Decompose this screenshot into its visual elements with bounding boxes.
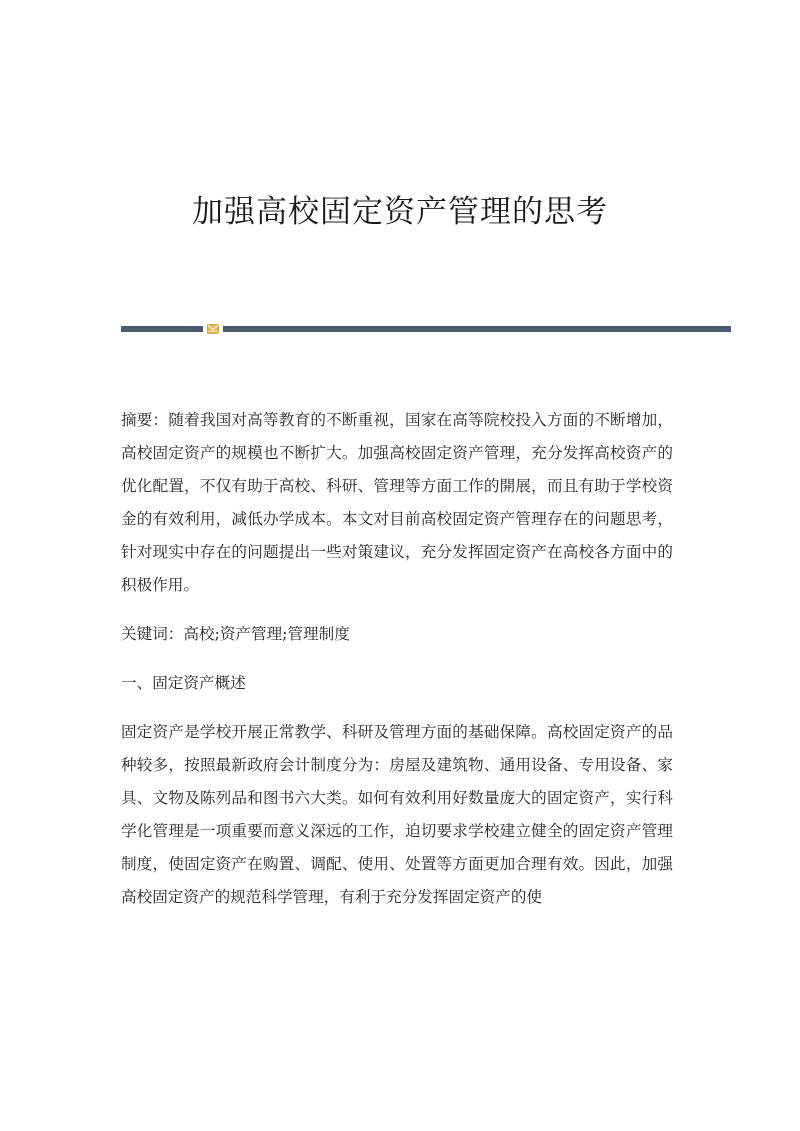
body-paragraph: 固定资产是学校开展正常教学、科研及管理方面的基础保障。高校固定资产的品种较多，按照最新政府会计制度分为：房屋及建筑物、通用设备、专用设备、家具、文物及陈列品和图书六大类。如何有效利用好数量庞大的固定资产，实行科学化管理是一项重要而意义深远的工作，迫切要求学校建立健全的固定资产管理制度，使固定资产在购置、调配、使用、处置等方面更加合理有效。因此，加强高校固定资产的规范科学管理，有利于充分发挥固定资产的使 [121,723,673,906]
title-divider [121,326,731,333]
section-heading: 一、固定资产概述 [121,674,246,692]
abstract-paragraph: 摘要：随着我国对高等教育的不断重视，国家在高等院校投入方面的不断增加，高校固定资产的规模也不断扩大。加强高校固定资产管理，充分发挥高校资产的优化配置，不仅有助于高校、科研、管理等方面工作的開展，而且有助于学校资金的有效利用，减低办学成本。本文对目前高校固定资产管理存在的问题思考，针对现实中存在的问题提出一些对策建议，充分发挥固定资产在高校各方面中的积极作用。 [121,411,673,594]
page-title: 加强高校固定资产管理的思考 [192,194,608,230]
document-body [121,404,673,914]
divider-bar-left [121,326,203,332]
envelope-icon [207,324,219,334]
keywords-line: 关键词：高校;资产管理;管理制度 [121,625,350,643]
divider-bar-right [223,326,731,332]
